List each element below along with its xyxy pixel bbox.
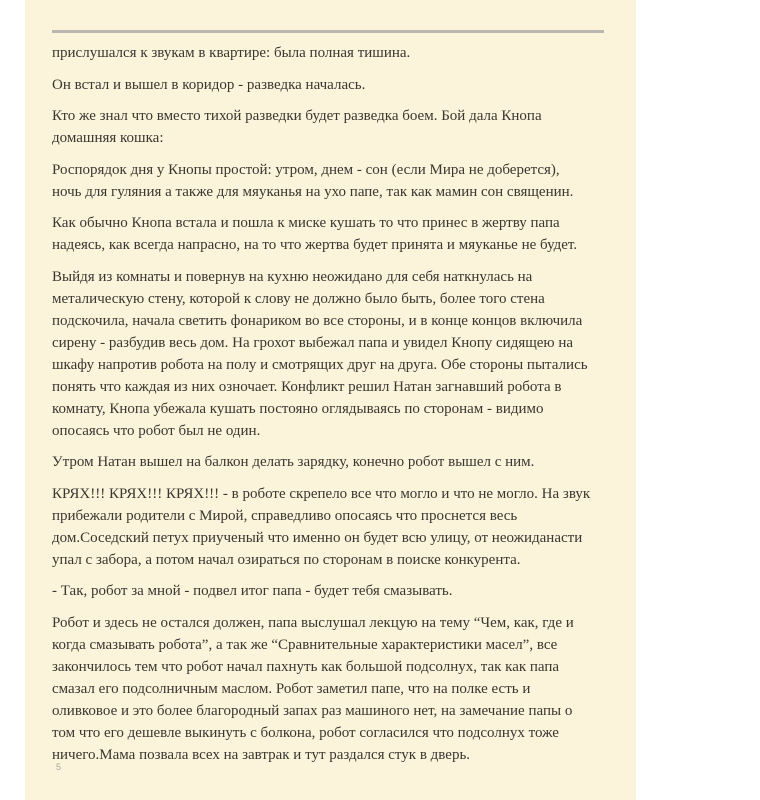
- paragraph: [52, 159, 612, 203]
- text-line: Как обычно Кнопа встала и пошла к миске кушать то что принес в жертву папа: [52, 215, 560, 231]
- paragraph: [52, 74, 612, 96]
- text-line: том что его дешевле выкинуть с болкона, робот согласился что подсолнух тоже: [52, 724, 559, 741]
- text-line: Выйдя из комнаты и повернув на кухню неожидано для себя наткнулась на: [52, 268, 533, 285]
- document-page: [25, 0, 636, 800]
- text-line: оливковое и это более благородный запах раз машиного нет, на замечание папы о: [52, 702, 573, 719]
- text-line: подскочила, начала светить фонариком во все стороны, и в конце концов включила: [52, 312, 583, 329]
- text-line: домашняя кошка:: [52, 130, 164, 146]
- paragraph: [52, 212, 612, 256]
- text-line: надеясь, как всегда напрасно, на то что жертва будет принята и мяуканье не будет.: [52, 237, 578, 253]
- text-line: Роспорядок дня у Кнопы простой: утром, днем - сон (если Мира не доберется),: [52, 161, 560, 178]
- text-line: комнату, Кнопа убежала кушать постояно оглядываясь по сторонам - видимо: [52, 400, 544, 417]
- paragraph: [52, 580, 612, 602]
- paragraph: [52, 105, 612, 149]
- text-line: когда смазывать робота”, а так же “Сравнительные характеристики масел”, все: [52, 636, 558, 653]
- text-line: шкафу напротив робота на полу и смотрящих друг на друга. Обе стороны пытались: [52, 356, 588, 373]
- text-line: понять что каждая из них озночает. Конфликт решил Натан загнавший робота в: [52, 378, 562, 395]
- text-line: металическую стену, которой к слову не должно было быть, более того стена: [52, 290, 545, 307]
- text-line: Он встал и вышел в коридор - разведка началась.: [52, 76, 366, 93]
- paragraph: [52, 42, 612, 64]
- text-line: ничего.Мама позвала всех на завтрак и тут раздался стук в дверь.: [52, 746, 471, 763]
- text-line: прислушался к звукам в квартире: была полная тишина.: [52, 45, 411, 61]
- text-line: дом.Соседский петух приученый что именно он будет всю улицу, от неожиданасти: [52, 529, 583, 546]
- paragraph: [52, 266, 612, 442]
- paragraph: [52, 483, 612, 571]
- paragraph: [52, 612, 612, 766]
- paragraph: [52, 451, 612, 473]
- text-line: опосаясь что робот был не один.: [52, 422, 261, 439]
- text-line: Робот и здесь не остался должен, папа выслушал лекцую на тему “Чем, как, где и: [52, 614, 574, 631]
- text-line: КРЯХ!!! КРЯХ!!! КРЯХ!!! - в роботе скрепело все что могло и что не могло. На звук: [52, 485, 591, 502]
- text-line: закончилось тем что робот начал пахнуть как большой подсолнух, так как папа: [52, 658, 560, 675]
- header-rule: [52, 30, 604, 33]
- page-body: [52, 42, 612, 775]
- text-line: Кто же знал что вместо тихой разведки будет разведка боем. Бой дала Кнопа: [52, 108, 542, 124]
- text-line: ночь для гуляния а также для мяуканья на ухо папе, так как мамин сон священин.: [52, 183, 574, 200]
- text-line: - Так, робот за мной - подвел итог папа - будет тебя смазывать.: [52, 583, 453, 599]
- page-number: 5: [56, 762, 62, 772]
- text-line: смазал его подсолничным маслом. Робот заметил папе, что на полке есть и: [52, 680, 531, 697]
- text-line: Утром Натан вышел на балкон делать зарядку, конечно робот вышел с ним.: [52, 454, 535, 470]
- text-line: сирену - разбудив весь дом. На грохот выбежал папа и увидел Кнопу сидящею на: [52, 334, 574, 351]
- text-line: упал с забора, а потом начал озираться по сторонам в поиске конкурента.: [52, 551, 521, 568]
- text-line: прибежали родители с Мирой, справедливо опосаясь что проснется весь: [52, 507, 518, 524]
